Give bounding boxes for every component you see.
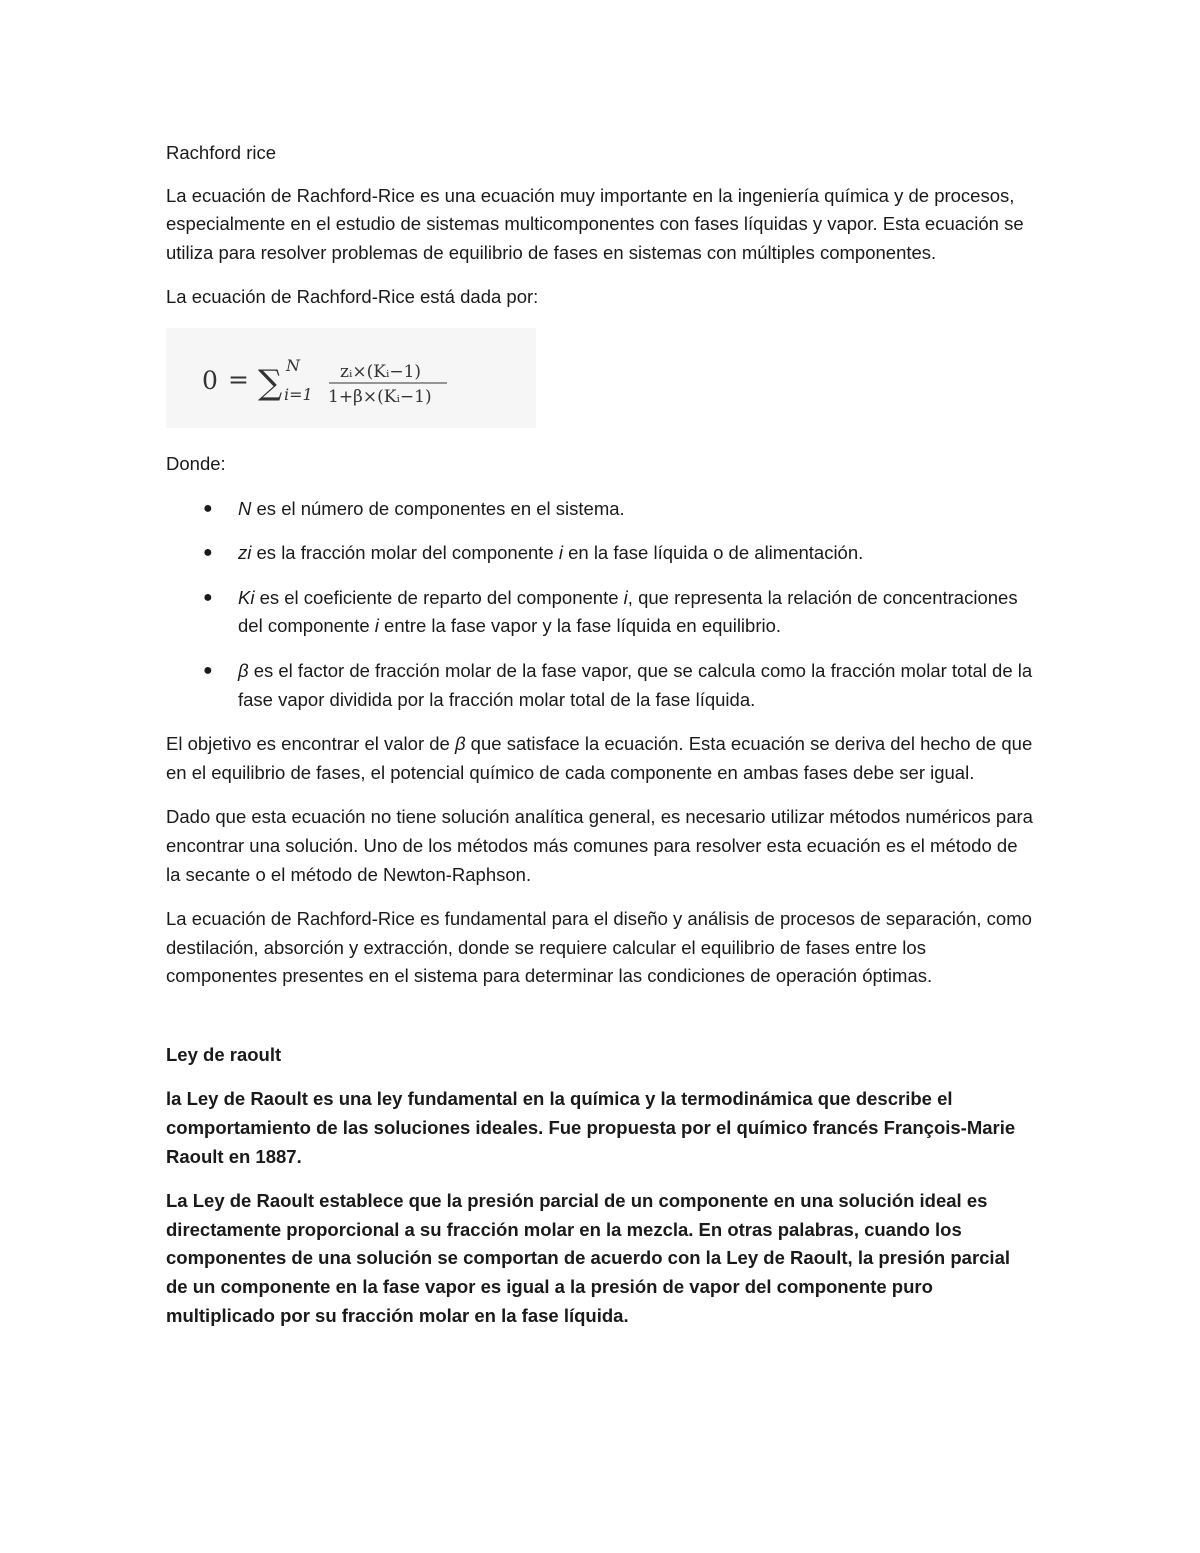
definition-text-tail: en la fase líquida o de alimentación.: [562, 542, 864, 564]
formula-lhs: 0: [202, 365, 218, 395]
symbol-beta: β: [454, 733, 466, 755]
list-item: [166, 539, 1036, 568]
objective-paragraph: [166, 730, 1036, 787]
section-spacer: [166, 1007, 1036, 1041]
bullet-icon: ●: [203, 499, 213, 517]
definition-text: es el coeficiente de reparto del componente: [254, 586, 624, 608]
definition-text: es el factor de fracción molar de la fase vapor, que se calcula como la fracción molar total de la fase vapor dividida por la fracción molar total de la fase líquida.: [238, 659, 1033, 710]
raoult-paragraph-2: La Ley de Raoult establece que la presión parcial de un componente en una solución ideal es directamente proporcional a su fracción molar en la mezcla. En otras palabras, cuando los componentes de una solución se comportan de acuerdo con la Ley de Raoult, la presión parcial de un componente en la fase vapor es igual a la presión de vapor del componente puro multiplicado por su fracción molar en la fase líquida.: [166, 1190, 1010, 1326]
definition-text: es la fracción molar del componente: [251, 542, 559, 564]
symbol-ki: Ki: [238, 586, 255, 608]
document-page: [166, 139, 1036, 1346]
objective-text: El objetivo es encontrar el valor de: [166, 733, 455, 755]
rachford-rice-formula: [166, 328, 536, 428]
bullet-icon: ●: [203, 661, 213, 679]
section-title-raoult: Ley de raoult: [166, 1043, 282, 1065]
symbol-i: i: [558, 542, 563, 564]
list-item: [166, 584, 1036, 641]
formula-sum-sign: ∑: [258, 362, 283, 403]
numerical-methods-paragraph: Dado que esta ecuación no tiene solución analítica general, es necesario utilizar métodos numéricos para encontrar una solución. Uno de los métodos más comunes para resolver esta ecuación es el método de la secante o el método de Newton-Raphson.: [166, 806, 1033, 885]
formula-intro-text: La ecuación de Rachford-Rice está dada por:: [166, 286, 539, 308]
symbol-n: N: [238, 497, 252, 519]
formula-numerator: zᵢ×(Kᵢ−1): [340, 361, 422, 382]
list-item: [166, 657, 1036, 714]
formula-denominator: 1+β×(Kᵢ−1): [328, 386, 432, 407]
symbol-i: i: [623, 586, 628, 608]
definition-text-mid: , que representa la relación de concentraciones del componente: [238, 586, 1018, 637]
formula-lower-limit: i=1: [284, 384, 313, 404]
definition-list: [166, 495, 1036, 715]
rachford-intro-paragraph: La ecuación de Rachford-Rice es una ecuación muy importante en la ingeniería química y de procesos, especialmente en el estudio de sistemas multicomponentes con fases líquidas y vapor. Esta ecuación se utiliza para resolver problemas de equilibrio de fases en sistemas con múltiples componentes.: [166, 184, 1024, 263]
applications-paragraph: La ecuación de Rachford-Rice es fundamental para el diseño y análisis de procesos de separación, como destilación, absorción y extracción, donde se requiere calcular el equilibrio de fases entre los componentes presentes en el sistema para determinar las condiciones de operación óptimas.: [166, 908, 1032, 987]
symbol-beta: β: [238, 659, 249, 681]
symbol-i: i: [374, 615, 379, 637]
symbol-zi: zi: [238, 542, 252, 564]
list-item: [166, 495, 1036, 524]
section-title-rachford: Rachford rice: [166, 142, 277, 163]
formula-graphic: [166, 328, 536, 428]
bullet-icon: ●: [203, 544, 213, 562]
objective-text-tail: que satisface la ecuación. Esta ecuación se deriva del hecho de que en el equilibrio de fases, el potencial químico de cada componente en ambas fases debe ser igual.: [166, 733, 1033, 783]
definition-text-tail: entre la fase vapor y la fase líquida en equilibrio.: [378, 615, 782, 637]
formula-equals: =: [228, 364, 249, 394]
formula-upper-limit: N: [286, 355, 300, 375]
raoult-paragraph-1: la Ley de Raoult es una ley fundamental en la química y la termodinámica que describe el comportamiento de las soluciones ideales. Fue propuesta por el químico francés François-Marie Raoult en 1887.: [166, 1088, 1016, 1167]
definition-text: es el número de componentes en el sistema.: [251, 497, 625, 519]
bullet-icon: ●: [203, 588, 213, 606]
where-label: Donde:: [166, 452, 226, 474]
